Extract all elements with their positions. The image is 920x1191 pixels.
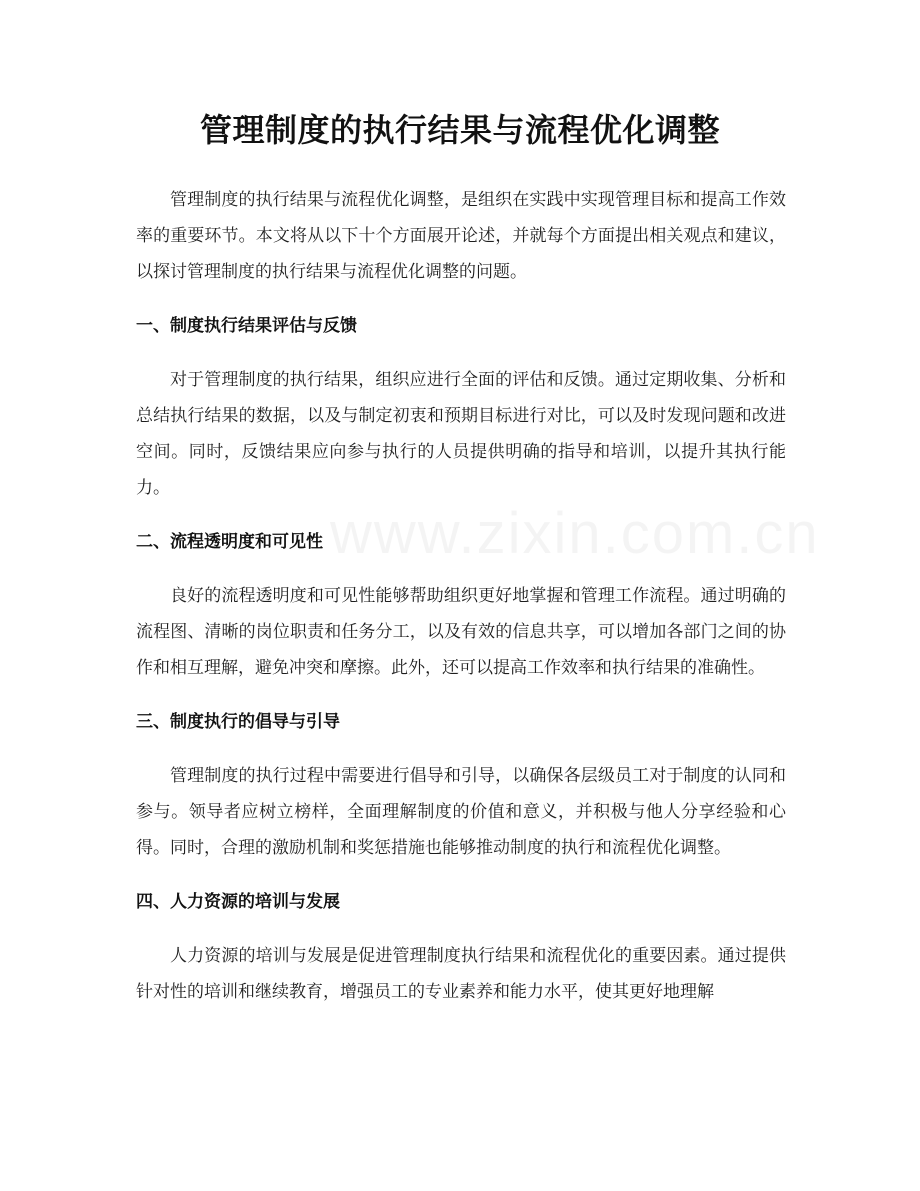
section-heading-4: 四、人力资源的培训与发展 [136, 892, 340, 912]
section-heading-3: 三、制度执行的倡导与引导 [136, 712, 340, 732]
section-heading-1: 一、制度执行结果评估与反馈 [136, 316, 357, 336]
section-heading-2: 二、流程透明度和可见性 [136, 532, 323, 552]
section-paragraph-4: 人力资源的培训与发展是促进管理制度执行结果和流程优化的重要因素。通过提供针对性的培训和继续教育，增强员工的专业素养和能力水平，使其更好地理解 [136, 946, 786, 1002]
section-paragraph-2: 良好的流程透明度和可见性能够帮助组织更好地掌握和管理工作流程。通过明确的流程图、清晰的岗位职责和任务分工，以及有效的信息共享，可以增加各部门之间的协作和相互理解，避免冲突和摩擦。此外，还可以提高工作效率和执行结果的准确性。 [136, 586, 786, 678]
document-body [136, 182, 786, 1030]
page-title: 管理制度的执行结果与流程优化调整 [199, 111, 720, 149]
section-paragraph-3: 管理制度的执行过程中需要进行倡导和引导，以确保各层级员工对于制度的认同和参与。领导者应树立榜样，全面理解制度的价值和意义，并积极与他人分享经验和心得。同时，合理的激励机制和奖惩措施也能够推动制度的执行和流程优化调整。 [136, 766, 786, 858]
section-paragraph-1: 对于管理制度的执行结果，组织应进行全面的评估和反馈。通过定期收集、分析和总结执行结果的数据，以及与制定初衷和预期目标进行对比，可以及时发现问题和改进空间。同时，反馈结果应向参与执行的人员提供明确的指导和培训，以提升其执行能力。 [136, 370, 786, 498]
intro-paragraph: 管理制度的执行结果与流程优化调整，是组织在实践中实现管理目标和提高工作效率的重要环节。本文将从以下十个方面展开论述，并就每个方面提出相关观点和建议，以探讨管理制度的执行结果与流程优化调整的问题。 [136, 190, 786, 282]
